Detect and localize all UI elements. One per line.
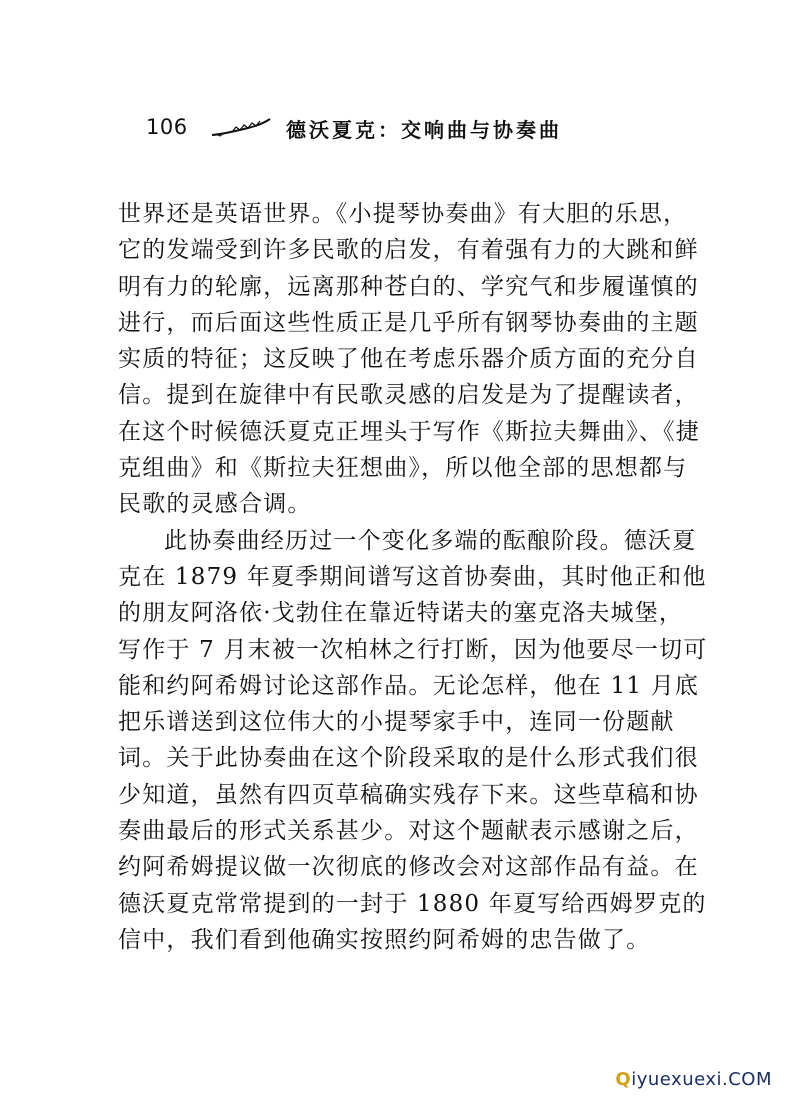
text-line: 信中，我们看到他确实按照约阿希姆的忠告做了。 bbox=[118, 926, 651, 953]
text-line: 民歌的灵感合调。 bbox=[118, 491, 312, 518]
text-line: 在这个时候德沃夏克正埋头于写作《斯拉夫舞曲》、《捷 bbox=[118, 418, 700, 445]
text-line: 写作于 7 月末被一次柏林之行打断，因为他要尽一切可 bbox=[118, 636, 708, 663]
text-line: 实质的特征；这反映了他在考虑乐器介质方面的充分自 bbox=[118, 346, 699, 373]
text-line: 它的发端受到许多民歌的启发，有着强有力的大跳和鲜 bbox=[118, 237, 699, 264]
page-number: 106 bbox=[146, 115, 188, 139]
text-line: 信。提到在旋律中有民歌灵感的启发是为了提醒读者， bbox=[118, 382, 699, 409]
quill-flourish-icon bbox=[210, 117, 272, 139]
body-text bbox=[118, 196, 708, 958]
watermark-text: iyuexuexi.COM bbox=[631, 1069, 772, 1090]
text-line: 世界还是英语世界。《小提琴协奏曲》有大胆的乐思， bbox=[118, 201, 688, 227]
running-title: 德沃夏克：交响曲与协奏曲 bbox=[286, 118, 562, 142]
text-line: 的朋友阿洛依·戈勃住在靠近特诺夫的塞克洛夫城堡， bbox=[118, 600, 684, 627]
text-line: 把乐谱送到这位伟大的小提琴家手中，连同一份题献 bbox=[118, 709, 675, 736]
text-line: 少知道，虽然有四页草稿确实残存下来。这些草稿和协 bbox=[118, 781, 699, 808]
paragraph-start-line: 此协奏曲经历过一个变化多端的酝酿阶段。德沃夏 bbox=[164, 527, 697, 554]
site-watermark bbox=[615, 1069, 772, 1090]
text-line: 奏曲最后的形式关系甚少。对这个题献表示感谢之后， bbox=[118, 818, 699, 845]
text-line: 词。关于此协奏曲在这个阶段采取的是什么形式我们很 bbox=[118, 745, 699, 772]
text-line: 克在 1879 年夏季期间谱写这首协奏曲，其时他正和他 bbox=[118, 563, 707, 590]
watermark-prefix: Q bbox=[615, 1069, 632, 1090]
running-header bbox=[146, 113, 706, 141]
text-line: 进行，而后面这些性质正是几乎所有钢琴协奏曲的主题 bbox=[118, 309, 699, 336]
text-line: 约阿希姆提议做一次彻底的修改会对这部作品有益。在 bbox=[118, 854, 699, 881]
text-line: 克组曲》和《斯拉夫狂想曲》，所以他全部的思想都与 bbox=[118, 455, 688, 482]
text-line: 明有力的轮廓，远离那种苍白的、学究气和步履谨慎的 bbox=[118, 273, 699, 300]
text-line: 德沃夏克常常提到的一封于 1880 年夏写给西姆罗克的 bbox=[118, 890, 707, 917]
text-line: 能和约阿希姆讨论这部作品。无论怎样，他在 11 月底 bbox=[118, 672, 700, 699]
